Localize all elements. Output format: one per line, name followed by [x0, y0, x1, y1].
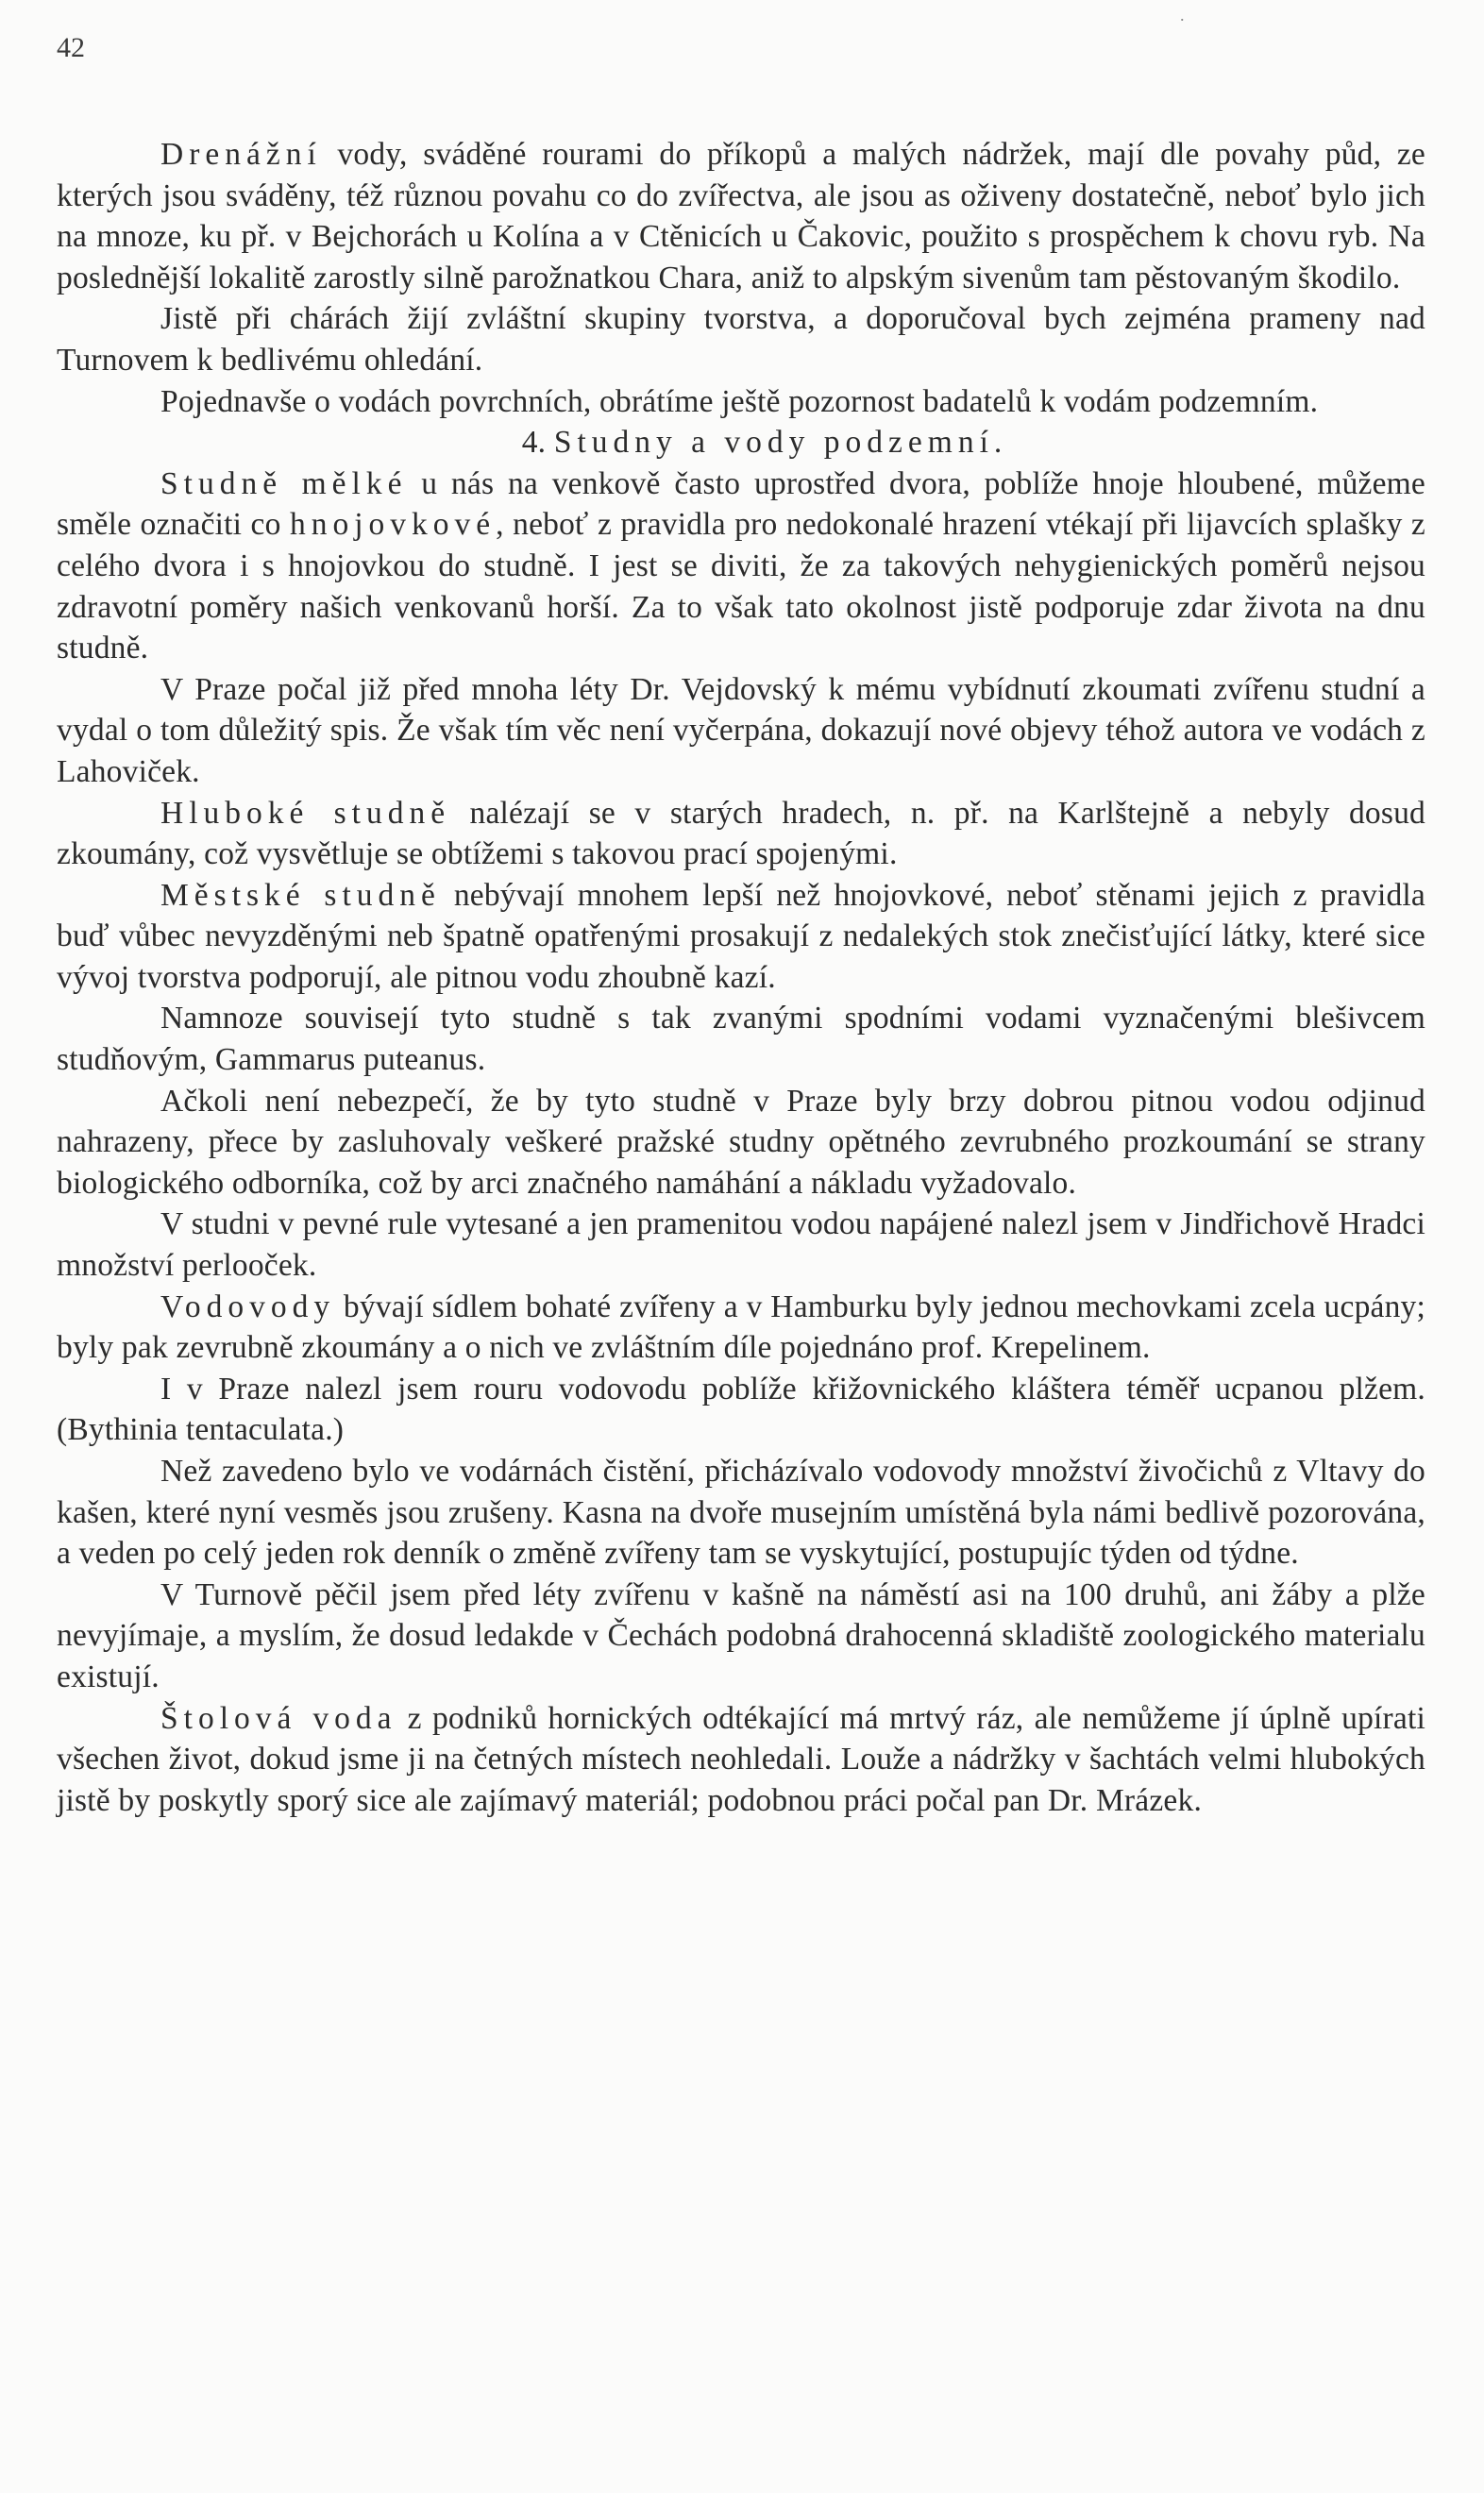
paragraph	[57, 1081, 1425, 1204]
page-number: 42	[57, 32, 85, 63]
paragraph-text: Pojednavše o vodách povrchních, obrátíme ještě pozornost badatelů k vodám podzemním.	[160, 383, 1319, 419]
section-number: 4.	[521, 425, 547, 461]
section-heading	[57, 422, 1425, 463]
paragraph-text: u nás na venkově často uprostřed dvora, poblíže hnoje hloubené, můžeme směle označiti co	[57, 465, 1425, 543]
paragraph	[57, 1204, 1425, 1286]
spaced-lead: Studně mělké	[160, 465, 408, 501]
spaced-lead: Štolová voda	[160, 1700, 397, 1736]
scan-mark: .	[1180, 6, 1185, 25]
page-text	[57, 134, 1425, 1821]
paragraph	[57, 463, 1425, 669]
paragraph	[57, 1698, 1425, 1822]
section-title: Studny a vody podzemní.	[553, 425, 1008, 461]
paragraph-text: V studni v pevné rule vytesané a jen pramenitou vodou napájené nalezl jsem v Jindřichově Hradci množství perlooček.	[57, 1206, 1425, 1284]
paragraph	[57, 134, 1425, 298]
paragraph-text: Jistě při chárách žijí zvláštní skupiny tvorstva, a doporučoval bych zejména prameny nad Turnovem k bedlivému ohledání.	[57, 301, 1425, 378]
spaced-lead: Hluboké studně	[160, 795, 451, 831]
spaced-lead: Drenážní	[160, 137, 322, 172]
paragraph	[57, 998, 1425, 1080]
paragraph	[57, 669, 1425, 793]
paragraph-text: Ačkoli není nebezpečí, že by tyto studně v Praze byly brzy dobrou pitnou vodou odjinud nahrazeny, přece by zasluhovaly veškeré pražské studny opětného zevrubného prozkoumání se strany biologického odborníka, což by arci značného namáhání a nákladu vyžadovalo.	[57, 1083, 1425, 1201]
paragraph	[57, 1575, 1425, 1698]
paragraph-text: bývají sídlem bohaté zvířeny a v Hamburku byly jednou mechovkami zcela ucpány; byly pak zevrubně zkoumány a o nich ve zvláštním díle pojednáno prof. Krepelinem.	[57, 1289, 1425, 1366]
paragraph	[57, 1369, 1425, 1451]
paragraph	[57, 793, 1425, 875]
paragraph-text: Namnoze souvisejí tyto studně s tak zvanými spodními vodami vyznačenými blešivcem studňovým, Gammarus puteanus.	[57, 1001, 1425, 1078]
paragraph	[57, 298, 1425, 380]
paragraph-text: Než zavedeno bylo ve vodárnách čistění, přicházívalo vodovody množství živočichů z Vltavy do kašen, které nyní vesměs jsou zrušeny. Kasna na dvoře musejním umístěná byla námi bedlivě pozorována, a veden po celý jeden rok denník o změně zvířeny tam se vyskytující, postupujíc týden od týdne.	[57, 1454, 1425, 1572]
paragraph	[57, 875, 1425, 999]
spaced-lead: Vodovody	[160, 1289, 336, 1324]
spaced-term: hnojovkové	[289, 507, 497, 543]
paragraph-text: V Turnově pěčil jsem před léty zvířenu v kašně na náměstí asi na 100 druhů, ani žáby a plže nevyjímaje, a myslím, že dosud ledakde v Čechách podobná drahocenná skladiště zoologického materialu existují.	[57, 1576, 1425, 1694]
paragraph-text: nebývají mnohem lepší než hnojovkové, neboť stěnami jejich z pravidla buď vůbec nevyzděnými neb špatně opatřenými prosakují z nedalekých stok znečisťující látky, které sice vývoj tvorstva podporují, ale pitnou vodu zhoubně kazí.	[57, 877, 1425, 995]
paragraph-text: z podniků hornických odtékající má mrtvý ráz, ale nemůžeme jí úplně upírati všechen život, dokud jsme ji na četných místech neohledali. Louže a nádržky v šachtách velmi hlubokých jistě by poskytly sporý sice ale zajímavý materiál; podobnou práci počal pan Dr. Mrázek.	[57, 1700, 1425, 1818]
paragraph-text: vody, sváděné rourami do příkopů a malých nádržek, mají dle povahy půd, ze kterých jsou sváděny, též různou povahu co do zvířectva, ale jsou as oživeny dostatečně, neboť bylo jich na mnoze, ku př. v Bejchorách u Kolína a v Ctěnicích u Čakovic, použito s prospěchem k chovu ryb. Na poslednější lokalitě zarostly silně parožnatkou Chara, aniž to alpským sivenům tam pěstovaným škodilo.	[57, 137, 1425, 295]
paragraph-text: I v Praze nalezl jsem rouru vodovodu poblíže křižovnického kláštera téměř ucpanou plžem. (Bythinia tentaculata.)	[57, 1371, 1425, 1448]
paragraph-text: V Praze počal již před mnoha léty Dr. Vejdovský k mému vybídnutí zkoumati zvířenu studní a vydal o tom důležitý spis. Že však tím věc není vyčerpána, dokazují nové objevy téhož autora ve vodách z Lahoviček.	[57, 671, 1425, 789]
spaced-lead: Městské studně	[160, 877, 441, 913]
paragraph-text: , neboť z pravidla pro nedokonalé hrazení vtékají při lijavcích splašky z celého dvora i s hnojovkou do studně. I jest se diviti, že za takových nehygienických poměrů nejsou zdravotní poměry našich venkovanů horší. Za to však tato okolnost jistě podporuje zdar života na dnu studně.	[57, 507, 1425, 666]
paragraph	[57, 1287, 1425, 1369]
paragraph-text: nalézají se v starých hradech, n. př. na Karlštejně a nebyly dosud zkoumány, což vysvětluje se obtížemi s takovou prací spojenými.	[57, 795, 1425, 872]
paragraph	[57, 1451, 1425, 1575]
paragraph	[57, 381, 1425, 423]
